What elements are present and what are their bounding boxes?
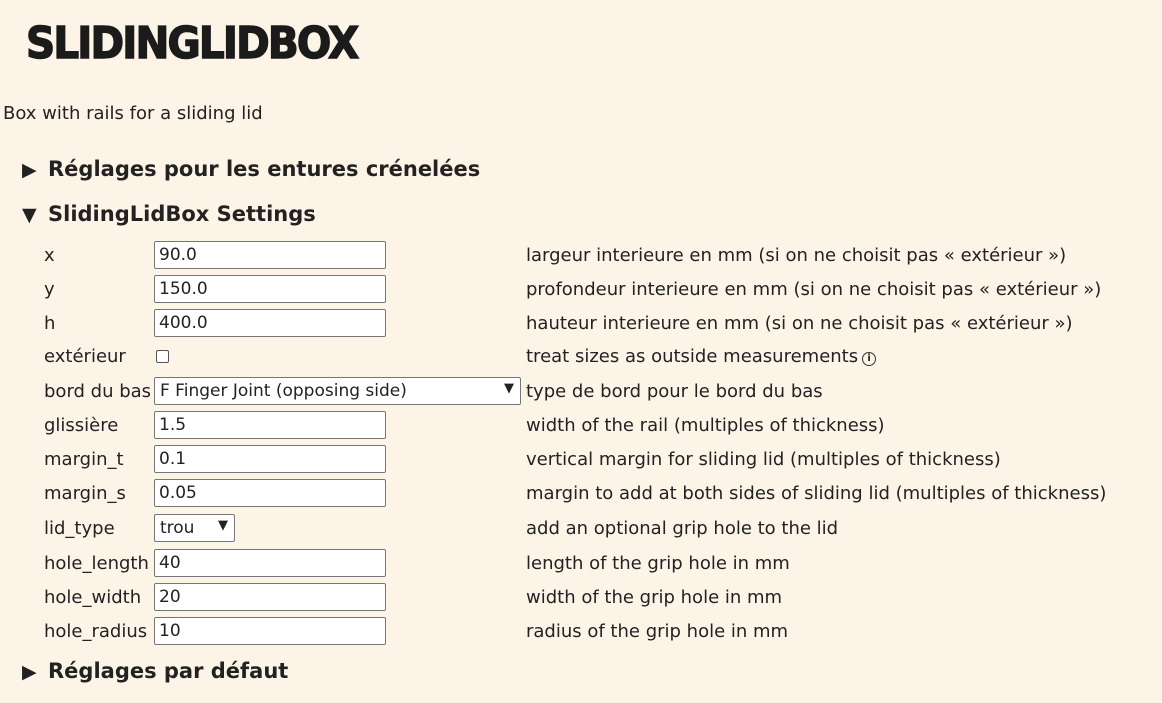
setting-row-rail xyxy=(0,411,1162,441)
chevron-down-icon: ▼ xyxy=(218,518,228,533)
select-value: F Finger Joint (opposing side) xyxy=(160,381,407,401)
setting-row-bottom-edge xyxy=(0,377,1162,407)
chevron-down-icon: ▼ xyxy=(504,381,514,396)
field-help: vertical margin for sliding lid (multiples of thickness) xyxy=(526,449,1001,470)
field-label: y xyxy=(44,279,55,300)
outside-checkbox[interactable] xyxy=(156,350,169,363)
field-label: x xyxy=(44,245,55,266)
field-label: h xyxy=(44,313,56,334)
section-title: SlidingLidBox Settings xyxy=(48,202,316,226)
expand-arrow-icon: ▶ xyxy=(22,159,37,181)
expand-arrow-icon: ▶ xyxy=(22,661,37,683)
info-icon[interactable]: i xyxy=(862,352,876,366)
hole-length-input[interactable] xyxy=(154,549,386,577)
field-label: extérieur xyxy=(44,346,126,367)
field-label: hole_length xyxy=(44,553,149,574)
setting-row-h xyxy=(0,309,1162,339)
setting-row-y xyxy=(0,275,1162,305)
field-help: margin to add at both sides of sliding lid (multiples of thickness) xyxy=(526,483,1107,504)
field-help: add an optional grip hole to the lid xyxy=(526,518,839,539)
page-description: Box with rails for a sliding lid xyxy=(3,103,263,124)
section-default-settings[interactable] xyxy=(22,659,288,683)
field-help: type de bord pour le bord du bas xyxy=(526,381,823,402)
select-value: trou xyxy=(160,518,195,538)
h-input[interactable] xyxy=(154,309,386,337)
lid-type-select[interactable] xyxy=(154,514,235,542)
setting-row-hole-radius xyxy=(0,617,1162,647)
field-label: glissière xyxy=(44,415,119,436)
collapse-arrow-icon: ▼ xyxy=(22,204,37,226)
app-logo: SLIDINGLIDBOX xyxy=(26,18,358,69)
setting-row-hole-width xyxy=(0,583,1162,613)
field-help: width of the rail (multiples of thickness) xyxy=(526,415,885,436)
setting-row-x xyxy=(0,241,1162,271)
x-input[interactable] xyxy=(154,241,386,269)
setting-row-outside xyxy=(0,342,1162,372)
field-help: radius of the grip hole in mm xyxy=(526,621,789,642)
field-label: lid_type xyxy=(44,518,115,539)
field-label: bord du bas xyxy=(44,381,152,402)
field-label: margin_s xyxy=(44,483,126,504)
field-label: margin_t xyxy=(44,449,124,470)
field-label: hole_width xyxy=(44,587,142,608)
field-help: length of the grip hole in mm xyxy=(526,553,790,574)
section-slidinglidbox-settings[interactable] xyxy=(22,202,316,226)
setting-row-margin-s xyxy=(0,479,1162,509)
setting-row-hole-length xyxy=(0,549,1162,579)
rail-input[interactable] xyxy=(154,411,386,439)
field-label: hole_radius xyxy=(44,621,148,642)
bottom-edge-select[interactable] xyxy=(154,377,521,405)
setting-row-lid-type xyxy=(0,514,1162,544)
setting-row-margin-t xyxy=(0,445,1162,475)
section-title: Réglages pour les entures crénelées xyxy=(48,157,481,181)
hole-radius-input[interactable] xyxy=(154,617,386,645)
margin-t-input[interactable] xyxy=(154,445,386,473)
field-help: hauteur interieure en mm (si on ne choisit pas « extérieur ») xyxy=(526,313,1073,334)
y-input[interactable] xyxy=(154,275,386,303)
field-help: width of the grip hole in mm xyxy=(526,587,783,608)
section-title: Réglages par défaut xyxy=(48,659,289,683)
field-help: treat sizes as outside measurements i xyxy=(526,346,876,367)
margin-s-input[interactable] xyxy=(154,479,386,507)
hole-width-input[interactable] xyxy=(154,583,386,611)
field-help: profondeur interieure en mm (si on ne choisit pas « extérieur ») xyxy=(526,279,1102,300)
section-finger-joint-settings[interactable] xyxy=(22,157,480,181)
field-help: largeur interieure en mm (si on ne choisit pas « extérieur ») xyxy=(526,245,1067,266)
